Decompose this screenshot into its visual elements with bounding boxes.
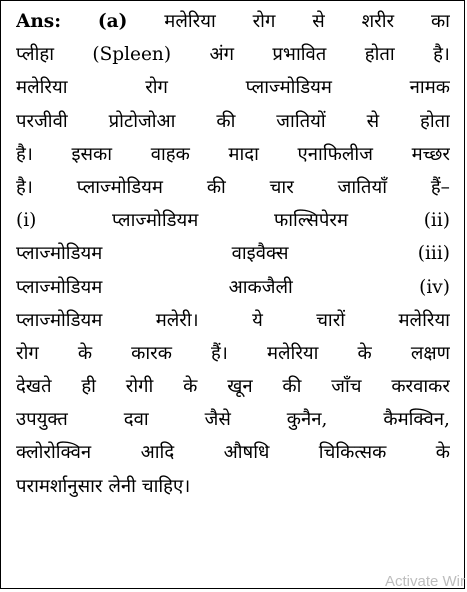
word: मलेरिया xyxy=(16,77,68,99)
word: जातियाँ xyxy=(337,176,388,198)
word: कैमक्विन, xyxy=(383,409,450,431)
word: की xyxy=(216,110,236,132)
answer-line xyxy=(16,337,450,370)
word: देखते xyxy=(16,376,52,398)
word: के xyxy=(183,376,198,398)
word: एनाफिलीज xyxy=(297,143,373,165)
word: चार xyxy=(269,176,294,198)
answer-line xyxy=(16,470,450,503)
word: प्लीहा xyxy=(16,44,54,66)
answer-line xyxy=(16,38,450,71)
word: के xyxy=(77,342,93,364)
word: हैं– xyxy=(430,176,450,198)
word: से xyxy=(366,110,380,132)
word: (Spleen) xyxy=(92,44,172,66)
word: के xyxy=(357,342,372,364)
word: औषधि xyxy=(223,442,270,464)
word: मलेरिया xyxy=(398,309,450,331)
word: प्लाज्मोडियम xyxy=(16,243,103,265)
answer-part-label: (a) xyxy=(97,11,128,32)
word: है। xyxy=(433,44,450,66)
word: मादा xyxy=(228,143,259,165)
word: परजीवी xyxy=(16,110,68,132)
word: प्रोटोजोआ xyxy=(108,110,176,132)
word: प्लाज्मोडियम xyxy=(16,276,103,298)
word: जाँच xyxy=(331,376,362,398)
word: रोग xyxy=(16,342,39,364)
word: की xyxy=(282,376,302,398)
activation-watermark: Activate Wir xyxy=(384,573,465,590)
word: से xyxy=(312,11,325,32)
word: करवाकर xyxy=(391,376,450,398)
word: चारों xyxy=(316,309,346,331)
word: प्रभावित xyxy=(272,44,327,66)
answer-line xyxy=(16,271,450,304)
word: है। xyxy=(16,176,33,198)
word: मलेरिया xyxy=(266,342,319,364)
word: (ii) xyxy=(423,210,450,232)
word: परामर्शानुसार xyxy=(16,475,103,497)
word: रोग xyxy=(145,77,168,99)
word: (i) xyxy=(16,210,37,232)
word: उपयुक्त xyxy=(16,409,68,431)
answer-line xyxy=(16,370,450,403)
answer-line xyxy=(16,436,450,469)
word: वाइवैक्स xyxy=(231,243,289,265)
answer-line xyxy=(16,138,450,171)
answer-line xyxy=(16,204,450,237)
word: लक्षण xyxy=(410,342,450,364)
word: ये xyxy=(252,309,263,331)
word: मलेरिया xyxy=(164,11,216,32)
word: दवा xyxy=(123,409,149,431)
answer-line xyxy=(16,5,450,38)
answer-text xyxy=(16,5,450,503)
word: होता xyxy=(364,44,395,66)
word: फाल्सिपेरम xyxy=(273,210,349,232)
word: शरीर xyxy=(361,11,395,32)
word: खून xyxy=(227,376,253,398)
word: इसका xyxy=(71,143,113,165)
word: होता xyxy=(420,110,450,132)
answer-line xyxy=(16,403,450,436)
word: की xyxy=(206,176,226,198)
word: मलेरी। xyxy=(155,309,199,331)
word: आकजैली xyxy=(228,276,293,298)
word: लेनी xyxy=(108,475,136,497)
word: वाहक xyxy=(150,143,190,165)
word: (iv) xyxy=(419,276,450,298)
word: नामक xyxy=(409,77,450,99)
word: हैं। xyxy=(211,342,228,364)
word: रोगी xyxy=(125,376,154,398)
word: (iii) xyxy=(417,243,450,265)
word: प्लाज्मोडियम xyxy=(76,176,163,198)
word: है। xyxy=(16,143,33,165)
word: आदि xyxy=(140,442,175,464)
word: क्लोरोक्विन xyxy=(16,442,92,464)
word: जैसे xyxy=(204,409,231,431)
answer-prefix: Ans: xyxy=(16,11,62,32)
word: प्लाज्मोडियम xyxy=(245,77,332,99)
word: मच्छर xyxy=(411,143,450,165)
word: प्लाज्मोडियम xyxy=(16,309,103,331)
word: रोग xyxy=(252,11,276,32)
answer-line xyxy=(16,171,450,204)
answer-line xyxy=(16,304,450,337)
answer-line xyxy=(16,71,450,104)
word: कुनैन, xyxy=(286,409,328,431)
answer-line xyxy=(16,237,450,270)
word: जातियों xyxy=(276,110,326,132)
word: प्लाज्मोडियम xyxy=(112,210,199,232)
word: के xyxy=(435,442,450,464)
word: चाहिए। xyxy=(141,475,191,497)
answer-line xyxy=(16,105,450,138)
word: चिकित्सक xyxy=(318,442,387,464)
word: ही xyxy=(81,376,96,398)
word: अंग xyxy=(209,44,235,66)
word: कारक xyxy=(131,342,172,364)
word: का xyxy=(430,11,450,32)
